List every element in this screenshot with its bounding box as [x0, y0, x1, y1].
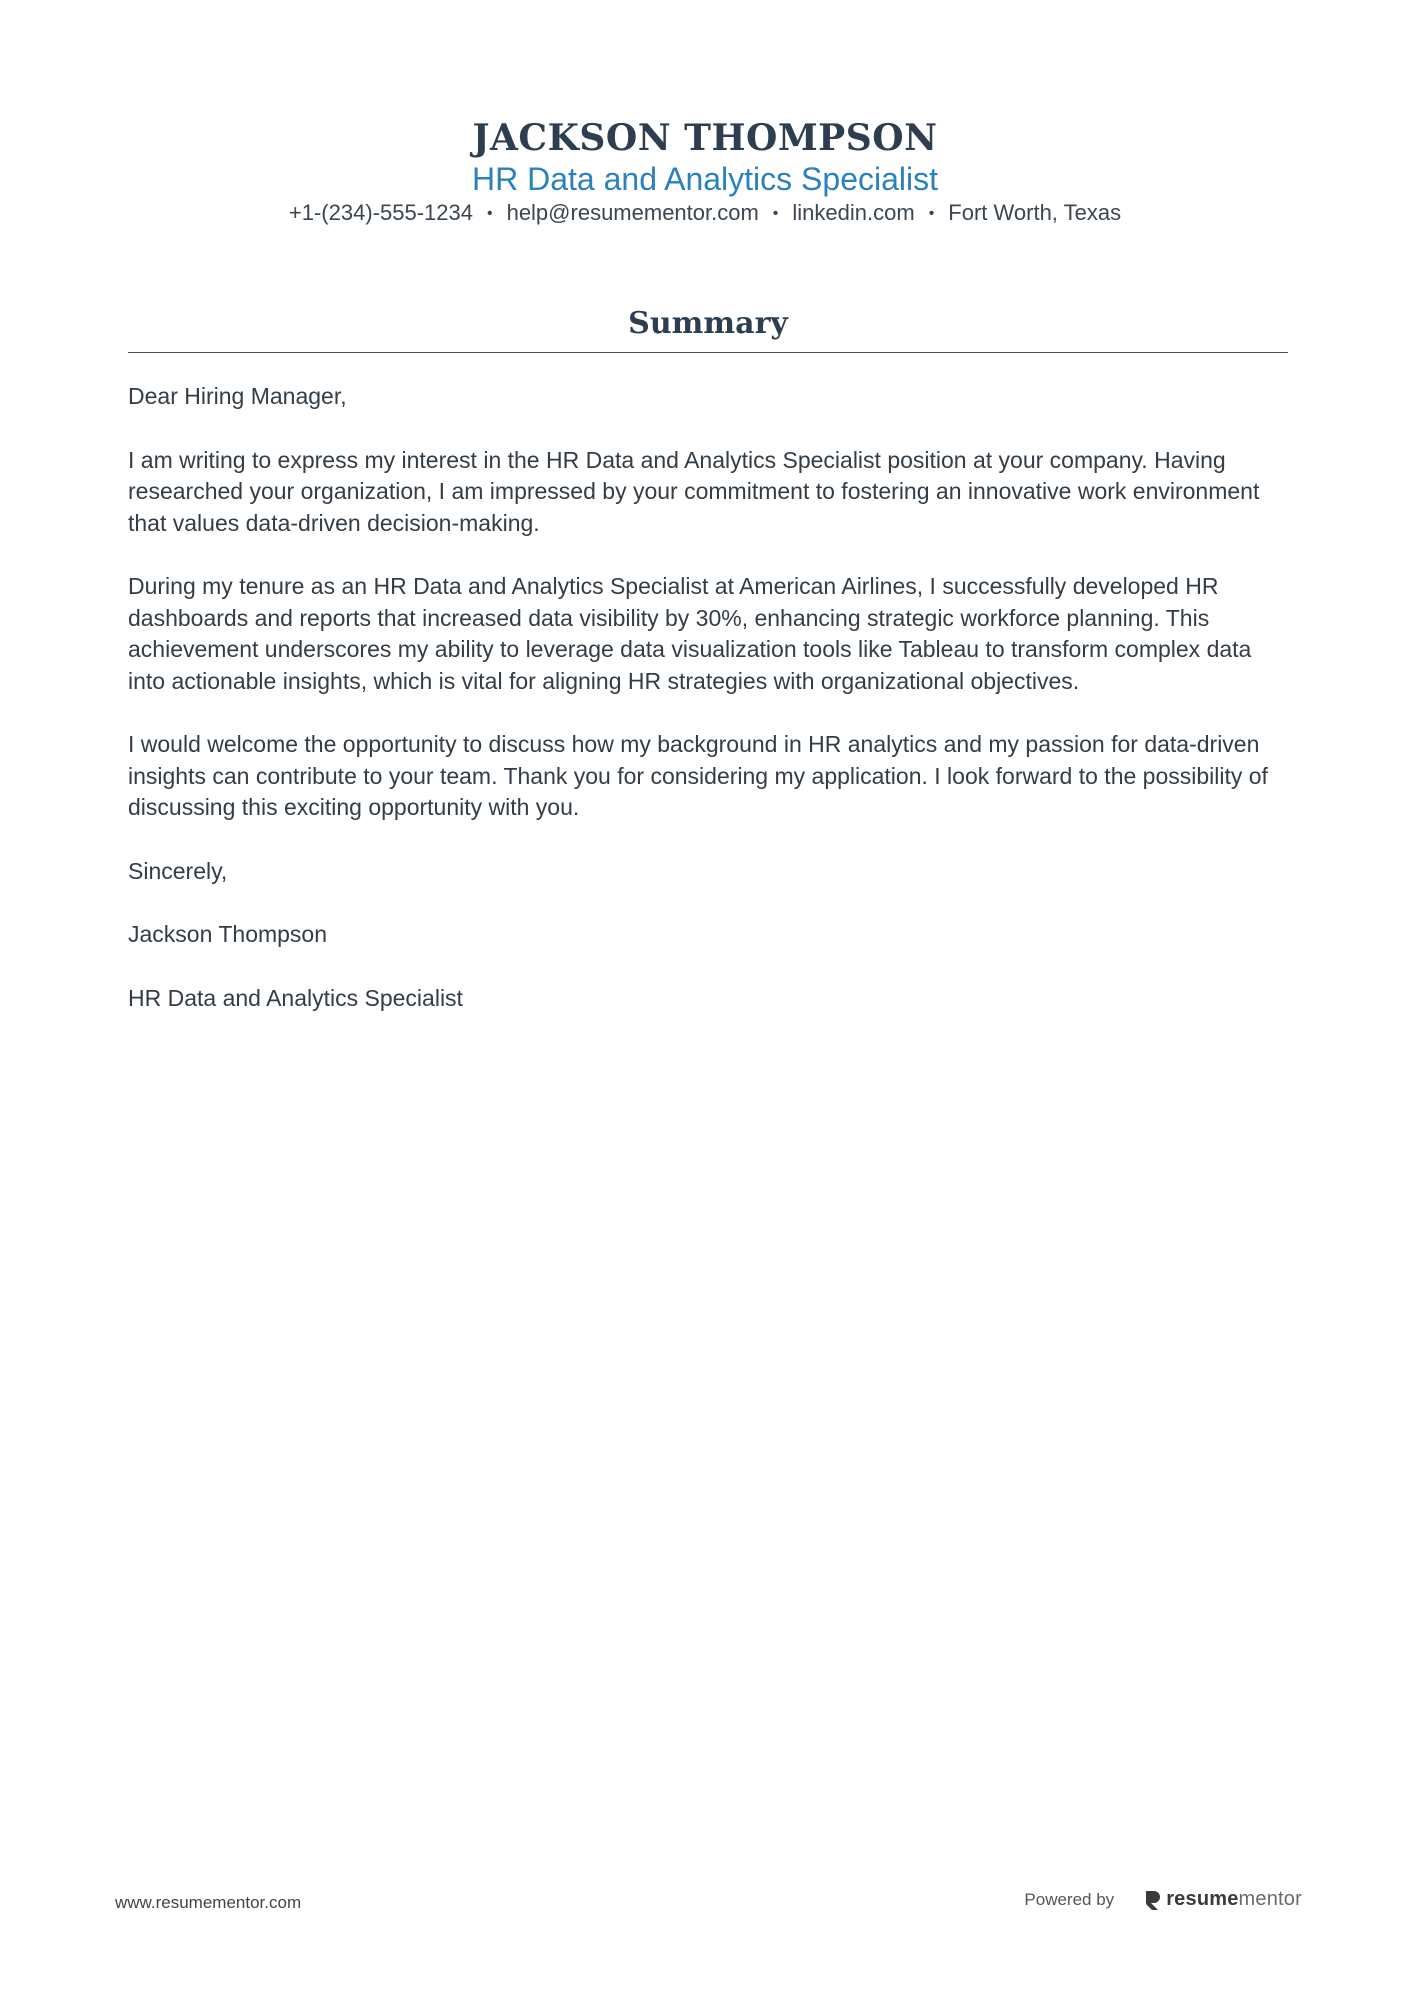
contact-separator: •	[928, 205, 935, 222]
brand-name-bold: resume	[1166, 1888, 1239, 1910]
section-title: Summary	[628, 306, 788, 341]
footer-powered-by	[1024, 1888, 1302, 1911]
letter-closing: Sincerely,	[128, 857, 228, 884]
candidate-role: HR Data and Analytics Specialist	[472, 161, 938, 197]
contact-location: Fort Worth, Texas	[948, 200, 1122, 225]
powered-by-label: Powered by	[1024, 1889, 1115, 1909]
letter-body	[128, 381, 1288, 1046]
letter-greeting: Dear Hiring Manager,	[128, 383, 347, 409]
signature-name: Jackson Thompson	[128, 921, 328, 947]
resumementor-logo-icon	[1144, 1889, 1162, 1911]
contact-phone: +1-(234)-555-1234	[288, 200, 473, 225]
letter-paragraph: I would welcome the opportunity to discuss how my background in HR analytics and my passion for data-driven insights can contribute to your team. Thank you for considering my application. I look forward to the possibility of discussing this exciting opportunity with you.	[128, 731, 1268, 820]
contact-separator: •	[772, 205, 779, 222]
letter-paragraph: During my tenure as an HR Data and Analytics Specialist at American Airlines, I successfully developed HR dashboards and reports that increased data visibility by 30%, enhancing strategic workforce planning. This achievement underscores my ability to leverage data visualization tools like Tableau to transform complex data into actionable insights, which is vital for aligning HR strategies with organizational objectives.	[128, 573, 1252, 694]
contact-linkedin: linkedin.com	[792, 200, 915, 225]
brand-name-light: mentor	[1238, 1888, 1302, 1910]
section-divider	[128, 352, 1288, 353]
footer-website: www.resumementor.com	[115, 1893, 302, 1912]
contact-line	[0, 198, 1410, 229]
brand-logo	[1144, 1888, 1302, 1911]
contact-separator: •	[486, 205, 493, 222]
header	[0, 116, 1410, 229]
letter-paragraph: I am writing to express my interest in the HR Data and Analytics Specialist position at your company. Having researched your organization, I am impressed by your commitment to fostering an innovative work environment that values data-driven decision-making.	[128, 446, 1260, 536]
contact-email: help@resumementor.com	[506, 200, 759, 225]
signature-title: HR Data and Analytics Specialist	[128, 984, 463, 1011]
candidate-name: JACKSON THOMPSON	[472, 117, 938, 159]
